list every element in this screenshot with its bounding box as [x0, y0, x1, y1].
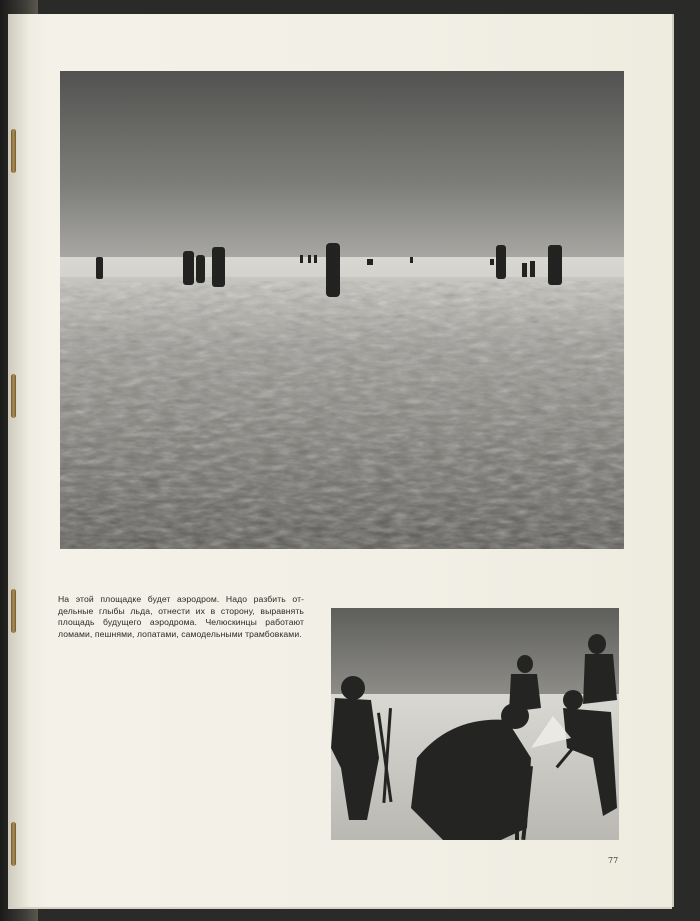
binding-staple — [11, 589, 16, 633]
photo-caption: На этой площадке будет аэродром. Надо разбить отдельные глыбы льда, отнести их в сторону, выравнять площадь будущего аэродрома. Челюскинцы работают ломами, пешнями, лопатами, самодельными трамбовками. — [58, 594, 304, 639]
workers-photo — [331, 608, 619, 840]
page-number: 77 — [608, 856, 619, 865]
binding-staple — [11, 822, 16, 866]
magazine-page — [8, 14, 672, 907]
workers-photo-image — [331, 608, 619, 840]
ice-field-photo — [60, 71, 624, 549]
binding-staple — [11, 374, 16, 418]
ice-field-photo-image — [60, 71, 624, 549]
binding-staple — [11, 129, 16, 173]
